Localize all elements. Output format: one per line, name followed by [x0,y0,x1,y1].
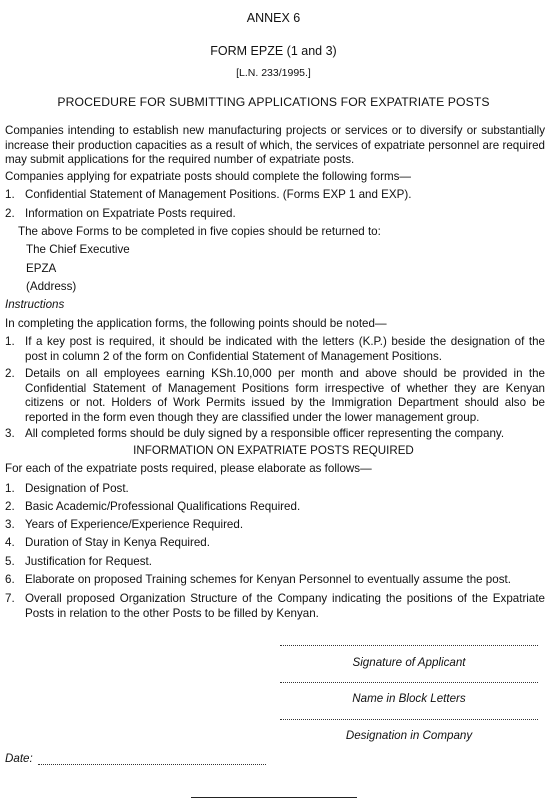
date-line [38,764,266,765]
instructions-intro: In completing the application forms, the following points should be noted— [5,317,387,330]
list-number: 3. [5,518,15,531]
designation-line [280,719,538,720]
forms-intro-paragraph: Companies applying for expatriate posts should complete the following forms— [5,170,411,183]
list-number: 1. [5,335,15,348]
name-line [280,682,538,683]
list-number: 1. [5,482,15,495]
list-text: Information on Expatriate Posts required. [25,207,236,220]
list-number: 7. [5,592,15,605]
list-number: 2. [5,367,15,380]
list-number: 6. [5,573,15,586]
list-text: Designation of Post. [25,482,129,495]
list-text: Overall proposed Organization Structure of the Company indicating the positions of the Expatriate Posts in relation to the other Posts to be filled by Kenyan. [25,592,545,620]
list-number: 2. [5,207,15,220]
list-number: 1. [5,188,15,201]
list-text: Confidential Statement of Management Positions. (Forms EXP 1 and EXP). [25,188,412,201]
address-line: The Chief Executive [26,243,130,256]
return-instruction: The above Forms to be completed in five copies should be returned to: [18,225,381,238]
signature-label: Signature of Applicant [352,656,466,669]
form-heading: FORM EPZE (1 and 3) [210,44,337,58]
footer-rule [191,797,357,798]
annex-heading: ANNEX 6 [246,11,301,25]
name-label: Name in Block Letters [352,692,466,705]
list-text: Basic Academic/Professional Qualifications Required. [25,500,301,513]
info-heading: INFORMATION ON EXPATRIATE POSTS REQUIRED [133,444,414,457]
list-text: Years of Experience/Experience Required. [25,518,244,531]
date-label: Date: [5,752,33,765]
list-number: 5. [5,555,15,568]
intro-paragraph: Companies intending to establish new manufacturing projects or services or to diversify or substantially increase their production capacities as a result of which, the services of expatriate personnel are required may submit applications for the required number of expatriate posts. [5,124,545,166]
list-number: 4. [5,536,15,549]
list-number: 3. [5,427,15,440]
instructions-heading: Instructions [5,298,65,311]
list-text: Details on all employees earning KSh.10,000 per month and above should be provided in the Confidential Statement of Management Positions form irrespective of whether they are Kenyan citizens or not. Holders of Work Permits issued by the Immigration Department should also be reported in the form even though they are classified under the lower management group. [25,367,545,424]
list-text: Justification for Request. [25,555,152,568]
list-text: Duration of Stay in Kenya Required. [25,536,210,549]
address-line: EPZA [26,262,57,275]
list-number: 2. [5,500,15,513]
legal-notice-reference: [L.N. 233/1995.] [236,67,311,79]
list-text: Elaborate on proposed Training schemes for Kenyan Personnel to eventually assume the post. [25,573,511,586]
designation-label: Designation in Company [345,729,473,742]
list-text: If a key post is required, it should be indicated with the letters (K.P.) beside the designation of the post in column 2 of the form on Confidential Statement of Management Positions. [25,335,545,363]
list-text: All completed forms should be duly signed by a responsible officer representing the company. [25,427,505,440]
info-intro: For each of the expatriate posts required, please elaborate as follows— [5,462,372,475]
procedure-title: PROCEDURE FOR SUBMITTING APPLICATIONS FOR EXPATRIATE POSTS [57,95,490,109]
signature-line [280,645,538,646]
address-line: (Address) [26,280,77,293]
